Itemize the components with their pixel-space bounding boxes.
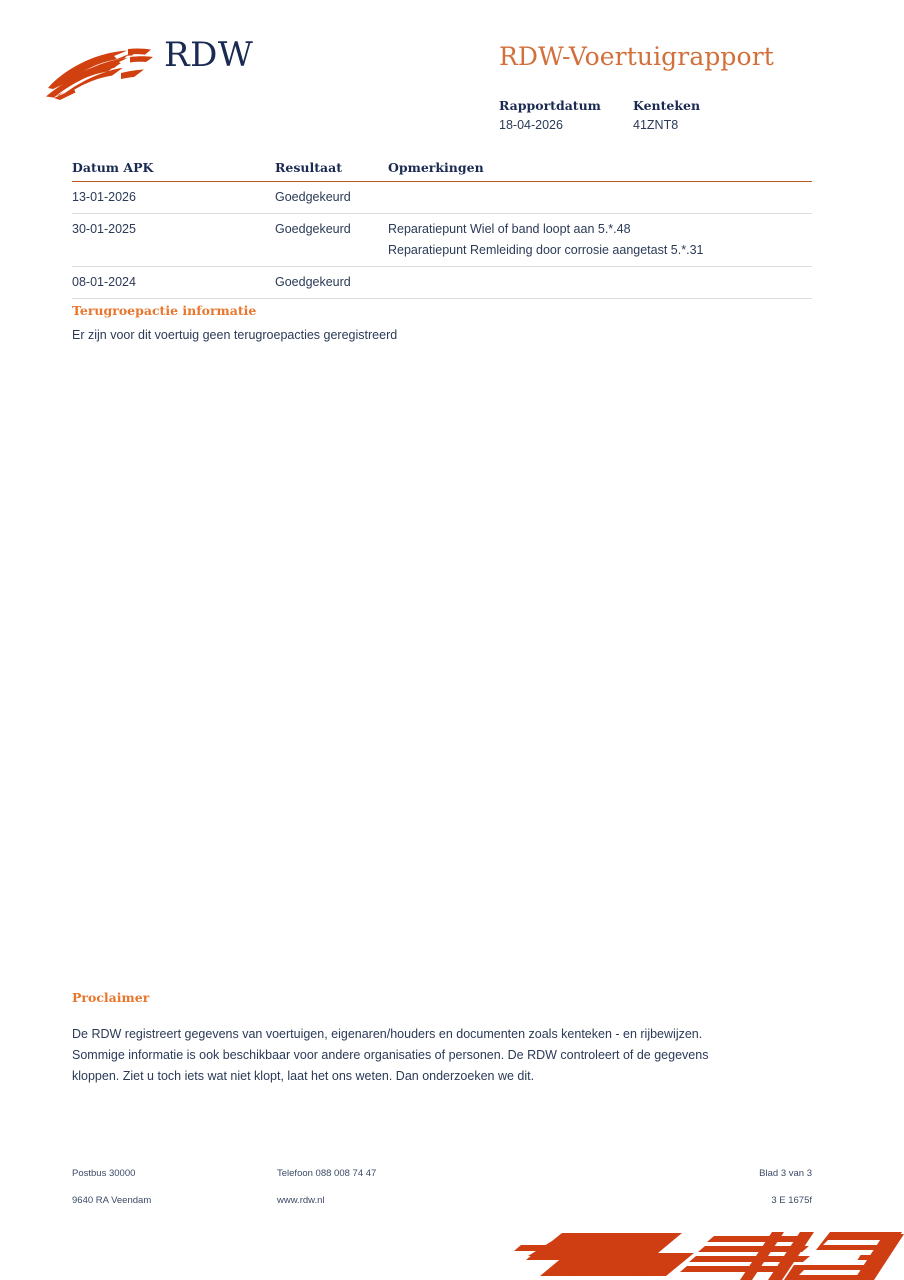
report-meta-values <box>499 115 829 135</box>
document-footer <box>72 1168 812 1222</box>
recall-text: Er zijn voor dit voertuig geen terugroepacties geregistreerd <box>72 328 398 342</box>
column-header-result: Resultaat <box>275 160 342 175</box>
table-row <box>72 214 812 267</box>
table-row <box>72 182 812 214</box>
repair-point-note: Reparatiepunt Wiel of band loopt aan 5.*.48 <box>388 222 631 236</box>
proclaimer-line: De RDW registreert gegevens van voertuigen, eigenaren/houders en documenten zoals kenteken - en rijbewijzen. <box>72 1027 703 1041</box>
report-meta-labels <box>499 97 829 115</box>
report-date-value: 18-04-2026 <box>499 118 563 132</box>
footer-city: 9640 RA Veendam <box>72 1195 152 1206</box>
table-row <box>72 267 812 299</box>
license-plate-label: Kenteken <box>633 98 701 113</box>
cell-notes <box>388 219 812 261</box>
cell-date: 13-01-2026 <box>72 190 136 204</box>
cell-result: Goedgekeurd <box>275 190 351 204</box>
apk-history-table <box>72 160 812 299</box>
cell-date: 08-01-2024 <box>72 275 136 289</box>
proclaimer-line: kloppen. Ziet u toch iets wat niet klopt, laat het ons weten. Dan onderzoeken we dit. <box>72 1069 535 1083</box>
rdw-speed-lines-graphic-icon <box>0 1220 904 1280</box>
recall-heading: Terugroepactie informatie <box>72 303 257 318</box>
column-header-notes: Opmerkingen <box>388 160 484 175</box>
proclaimer-line: Sommige informatie is ook beschikbaar voor andere organisaties of personen. De RDW controleert of de gegevens <box>72 1048 709 1062</box>
report-meta <box>499 97 829 135</box>
document-header <box>0 0 904 150</box>
rdw-logo <box>44 32 304 102</box>
license-plate-value: 41ZNT8 <box>633 118 679 132</box>
proclaimer-text <box>72 1024 782 1087</box>
cell-result: Goedgekeurd <box>275 222 351 236</box>
rdw-wordmark: RDW <box>164 35 254 75</box>
repair-point-note: Reparatiepunt Remleiding door corrosie aangetast 5.*.31 <box>388 243 704 257</box>
footer-form-code: 3 E 1675f <box>771 1195 812 1206</box>
recall-information-section <box>72 303 812 346</box>
footer-phone: Telefoon 088 008 74 47 <box>277 1168 377 1179</box>
footer-row-secondary <box>72 1195 812 1222</box>
footer-postbus: Postbus 30000 <box>72 1168 136 1179</box>
proclaimer-heading: Proclaimer <box>72 990 150 1005</box>
table-header-row <box>72 160 812 182</box>
footer-website[interactable]: www.rdw.nl <box>277 1195 325 1206</box>
report-date-label: Rapportdatum <box>499 98 601 113</box>
cell-result: Goedgekeurd <box>275 275 351 289</box>
cell-date: 30-01-2025 <box>72 222 136 236</box>
page-title: RDW-Voertuigrapport <box>499 42 774 71</box>
rdw-feather-logo-icon <box>44 46 166 102</box>
footer-row-primary <box>72 1168 812 1195</box>
proclaimer-section <box>72 990 782 1087</box>
footer-page-indicator: Blad 3 van 3 <box>759 1168 812 1179</box>
column-header-date: Datum APK <box>72 160 154 175</box>
